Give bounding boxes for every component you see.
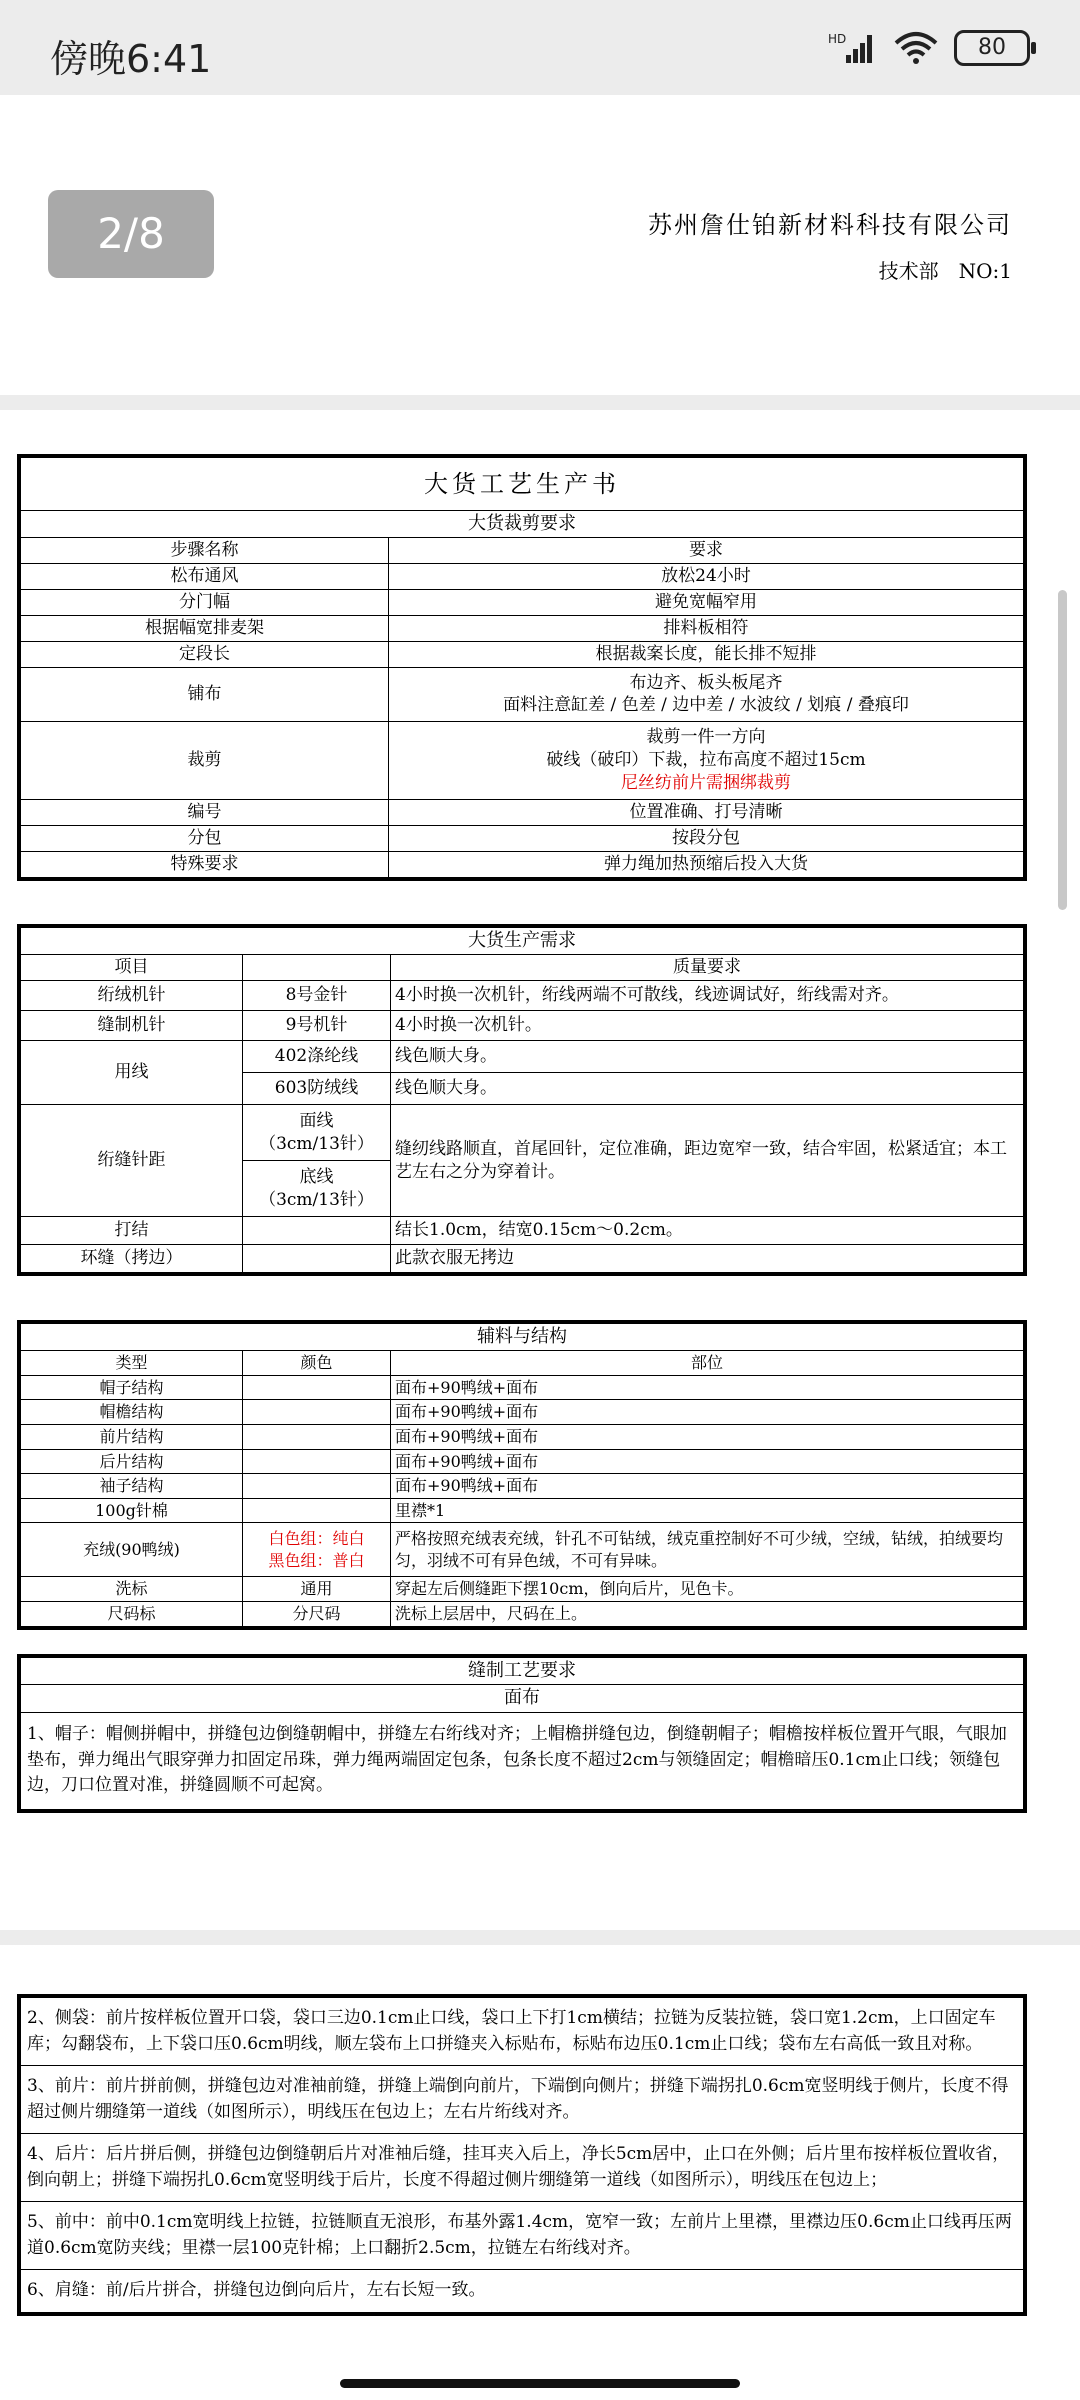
step-req: 按段分包 <box>389 825 1024 851</box>
step-name: 分门幅 <box>21 590 389 616</box>
table-row <box>21 564 1024 590</box>
color <box>243 1449 391 1474</box>
step-name: 铺布 <box>21 667 389 721</box>
table-row <box>21 1400 1024 1425</box>
req-line: 布边齐、板头板尾齐 <box>629 672 783 693</box>
spec <box>243 1105 391 1161</box>
step-name: 定段长 <box>21 642 389 668</box>
scrollbar[interactable] <box>1058 590 1067 910</box>
sewing-paragraph: 4、后片：后片拼后侧，拼缝包边倒缝朝后片对准袖后缝，挂耳夹入后上，净长5cm居中，止口在外侧；后片里布按样板位置收省，倒向朝上；拼缝下端拐扎0.6cm宽竖明线于后片，长度不得超过侧片绷缝第一道线（如图所示），明线压在包边上； <box>21 2134 1024 2202</box>
color <box>243 1523 391 1577</box>
item: 打结 <box>21 1217 243 1245</box>
type: 帽檐结构 <box>21 1400 243 1425</box>
color <box>243 1474 391 1499</box>
table-row <box>21 1523 1024 1577</box>
item: 绗缝针距 <box>21 1105 243 1217</box>
step-name: 特殊要求 <box>21 851 389 877</box>
table-row <box>21 1602 1024 1627</box>
spec-line: （3cm/13针） <box>259 1189 374 1210</box>
type: 100g针棉 <box>21 1498 243 1523</box>
step-req: 弹力绳加热预缩后投入大货 <box>389 851 1024 877</box>
col-header: 要求 <box>389 538 1024 564</box>
sewing-paragraph: 3、前片：前片拼前侧，拼缝包边对准袖前缝，拼缝上端倒向前片，下端倒向侧片；拼缝下端拐扎0.6cm宽竖明线于侧片，长度不得超过侧片绷缝第一道线（如图所示），明线压在包边上；左右片绗线对齐。 <box>21 2066 1024 2134</box>
item: 缝制机针 <box>21 1011 243 1041</box>
step-req: 避免宽幅窄用 <box>389 590 1024 616</box>
col-header: 项目 <box>21 955 243 981</box>
spec: 603防绒线 <box>243 1073 391 1105</box>
table-row <box>21 2202 1024 2270</box>
sewing-table-continued <box>20 1997 1024 2313</box>
table-row <box>21 1011 1024 1041</box>
table-row <box>21 981 1024 1011</box>
step-req <box>389 667 1024 721</box>
position: 面布+90鸭绒+面布 <box>391 1375 1024 1400</box>
company-name: 苏州詹仕铂新材料科技有限公司 <box>648 211 1012 239</box>
type: 帽子结构 <box>21 1375 243 1400</box>
spec-line: 底线 <box>299 1166 334 1187</box>
item: 环缝（拷边） <box>21 1245 243 1273</box>
spec-line: （3cm/13针） <box>259 1133 374 1154</box>
item: 绗绒机针 <box>21 981 243 1011</box>
sewing-paragraph: 1、帽子：帽侧拼帽中，拼缝包边倒缝朝帽中，拼缝左右绗线对齐；上帽檐拼缝包边，倒缝朝帽子；帽檐按样板位置开气眼，气眼加垫布，弹力绳出气眼穿弹力扣固定吊珠，弹力绳两端固定包条，包条长度不超过2cm与领缝固定；帽檐暗压0.1cm止口线；领缝包边，刀口位置对准，拼缝圆顺不可起窝。 <box>21 1712 1024 1809</box>
table-row <box>21 1245 1024 1273</box>
step-req: 放松24小时 <box>389 564 1024 590</box>
table-row <box>21 2134 1024 2202</box>
position: 严格按照充绒表充绒，针孔不可钻绒，绒克重控制好不可少绒，空绒，钻绒，拍绒要均匀，羽绒不可有异色绒，不可有异味。 <box>391 1523 1024 1577</box>
position: 面布+90鸭绒+面布 <box>391 1474 1024 1499</box>
color: 分尺码 <box>243 1602 391 1627</box>
quality-req: 线色顺大身。 <box>391 1073 1024 1105</box>
svg-text:HD: HD <box>828 32 847 46</box>
quality-req: 线色顺大身。 <box>391 1041 1024 1073</box>
table-row <box>21 538 1024 564</box>
table-row <box>21 1449 1024 1474</box>
table-row <box>21 721 1024 799</box>
spec: 9号机针 <box>243 1011 391 1041</box>
page-indicator: 2/8 <box>48 190 214 278</box>
position: 面布+90鸭绒+面布 <box>391 1425 1024 1450</box>
accessories-title: 辅料与结构 <box>21 1324 1024 1351</box>
table-row <box>21 1351 1024 1376</box>
spec <box>243 1217 391 1245</box>
step-name: 分包 <box>21 825 389 851</box>
table-row <box>21 1498 1024 1523</box>
type: 袖子结构 <box>21 1474 243 1499</box>
sewing-subtitle: 面布 <box>21 1685 1024 1712</box>
spec-line: 面线 <box>299 1110 334 1131</box>
step-name: 裁剪 <box>21 721 389 799</box>
table-row <box>21 799 1024 825</box>
table-row <box>21 616 1024 642</box>
table-row <box>21 1998 1024 2066</box>
cutting-table <box>20 457 1024 878</box>
table-row <box>21 667 1024 721</box>
step-req: 根据裁案长度，能长排不短排 <box>389 642 1024 668</box>
item: 用线 <box>21 1041 243 1105</box>
step-name: 松布通风 <box>21 564 389 590</box>
col-header <box>243 955 391 981</box>
quality-req: 结长1.0cm，结宽0.15cm～0.2cm。 <box>391 1217 1024 1245</box>
position: 洗标上层居中，尺码在上。 <box>391 1602 1024 1627</box>
accessories-table <box>20 1323 1024 1627</box>
table-row <box>21 1577 1024 1602</box>
col-header: 质量要求 <box>391 955 1024 981</box>
step-req: 位置准确、打号清晰 <box>389 799 1024 825</box>
table-row <box>21 1375 1024 1400</box>
battery-icon: 80 <box>954 30 1030 66</box>
doc-title: 大货工艺生产书 <box>21 458 1024 511</box>
color: 通用 <box>243 1577 391 1602</box>
table-row <box>21 1712 1024 1809</box>
color <box>243 1425 391 1450</box>
page-3 <box>0 1945 1080 2400</box>
table-row <box>21 642 1024 668</box>
col-header: 类型 <box>21 1351 243 1376</box>
spec: 8号金针 <box>243 981 391 1011</box>
production-table <box>20 927 1024 1273</box>
sewing-paragraph: 6、肩缝：前/后片拼合，拼缝包边倒向后片，左右长短一致。 <box>21 2270 1024 2313</box>
table-row <box>21 851 1024 877</box>
req-line-red: 尼丝纺前片需捆绑裁剪 <box>621 772 791 793</box>
type: 充绒(90鸭绒) <box>21 1523 243 1577</box>
req-line: 裁剪一件一方向 <box>646 727 766 748</box>
quality-req: 此款衣服无拷边 <box>391 1245 1024 1273</box>
table-row <box>21 1425 1024 1450</box>
home-indicator[interactable] <box>340 2379 740 2388</box>
col-header: 步骤名称 <box>21 538 389 564</box>
sewing-paragraph: 2、侧袋：前片按样板位置开口袋，袋口三边0.1cm止口线，袋口上下打1cm横结；拉链为反装拉链，袋口宽1.2cm，上口固定车库；勾翻袋布，上下袋口压0.6cm明线，顺左袋布上口拼缝夹入标贴布，标贴布边压0.1cm止口线；袋布左右高低一致且对称。 <box>21 1998 1024 2066</box>
step-req: 排料板相符 <box>389 616 1024 642</box>
table-row <box>21 955 1024 981</box>
color-line-red: 黑色组：普白 <box>268 1550 365 1570</box>
sewing-title: 缝制工艺要求 <box>21 1658 1024 1685</box>
status-bar <box>0 0 1080 95</box>
step-name: 编号 <box>21 799 389 825</box>
quality-req: 4小时换一次机针。 <box>391 1011 1024 1041</box>
cutting-title: 大货裁剪要求 <box>21 511 1024 538</box>
table-row <box>21 1474 1024 1499</box>
type: 尺码标 <box>21 1602 243 1627</box>
color <box>243 1375 391 1400</box>
type: 后片结构 <box>21 1449 243 1474</box>
col-header: 颜色 <box>243 1351 391 1376</box>
spec <box>243 1161 391 1217</box>
position: 面布+90鸭绒+面布 <box>391 1449 1024 1474</box>
table-row <box>21 2066 1024 2134</box>
spec: 402涤纶线 <box>243 1041 391 1073</box>
table-row <box>21 1217 1024 1245</box>
table-row <box>21 590 1024 616</box>
spec <box>243 1245 391 1273</box>
quality-req: 缝纫线路顺直，首尾回针，定位准确，距边宽窄一致，结合牢固，松紧适宜；本工艺左右之分为穿着计。 <box>391 1105 1024 1217</box>
step-name: 根据幅宽排麦架 <box>21 616 389 642</box>
signal-icon <box>828 31 878 65</box>
position: 里襟*1 <box>391 1498 1024 1523</box>
table-row <box>21 1041 1024 1073</box>
color <box>243 1400 391 1425</box>
page-2 <box>0 410 1080 1930</box>
position: 面布+90鸭绒+面布 <box>391 1400 1024 1425</box>
type: 洗标 <box>21 1577 243 1602</box>
req-line: 面料注意缸差 / 色差 / 边中差 / 水波纹 / 划痕 / 叠痕印 <box>503 695 909 716</box>
step-req <box>389 721 1024 799</box>
table-row <box>21 825 1024 851</box>
color-line-red: 白色组：纯白 <box>268 1529 365 1549</box>
wifi-icon <box>894 31 938 65</box>
table-row <box>21 1105 1024 1161</box>
position: 穿起左后侧缝距下摆10cm，倒向后片，见色卡。 <box>391 1577 1024 1602</box>
type: 前片结构 <box>21 1425 243 1450</box>
req-line: 破线（破印）下裁，拉布高度不超过15cm <box>546 750 866 771</box>
color <box>243 1498 391 1523</box>
table-row <box>21 2270 1024 2313</box>
quality-req: 4小时换一次机针，绗线两端不可散线，线迹调试好，绗线需对齐。 <box>391 981 1024 1011</box>
status-time: 傍晚6:41 <box>50 37 212 81</box>
production-title: 大货生产需求 <box>21 928 1024 955</box>
col-header: 部位 <box>391 1351 1024 1376</box>
status-icons <box>828 30 1030 66</box>
sewing-paragraph: 5、前中：前中0.1cm宽明线上拉链，拉链顺直无浪形，布基外露1.4cm，宽窄一致；左前片上里襟，里襟边压0.6cm止口线再压两道0.6cm宽防夹线；里襟一层100克针棉；上口翻折2.5cm，拉链左右绗线对齐。 <box>21 2202 1024 2270</box>
sewing-table <box>20 1657 1024 1810</box>
department-no: 技术部 NO:1 <box>878 259 1012 283</box>
